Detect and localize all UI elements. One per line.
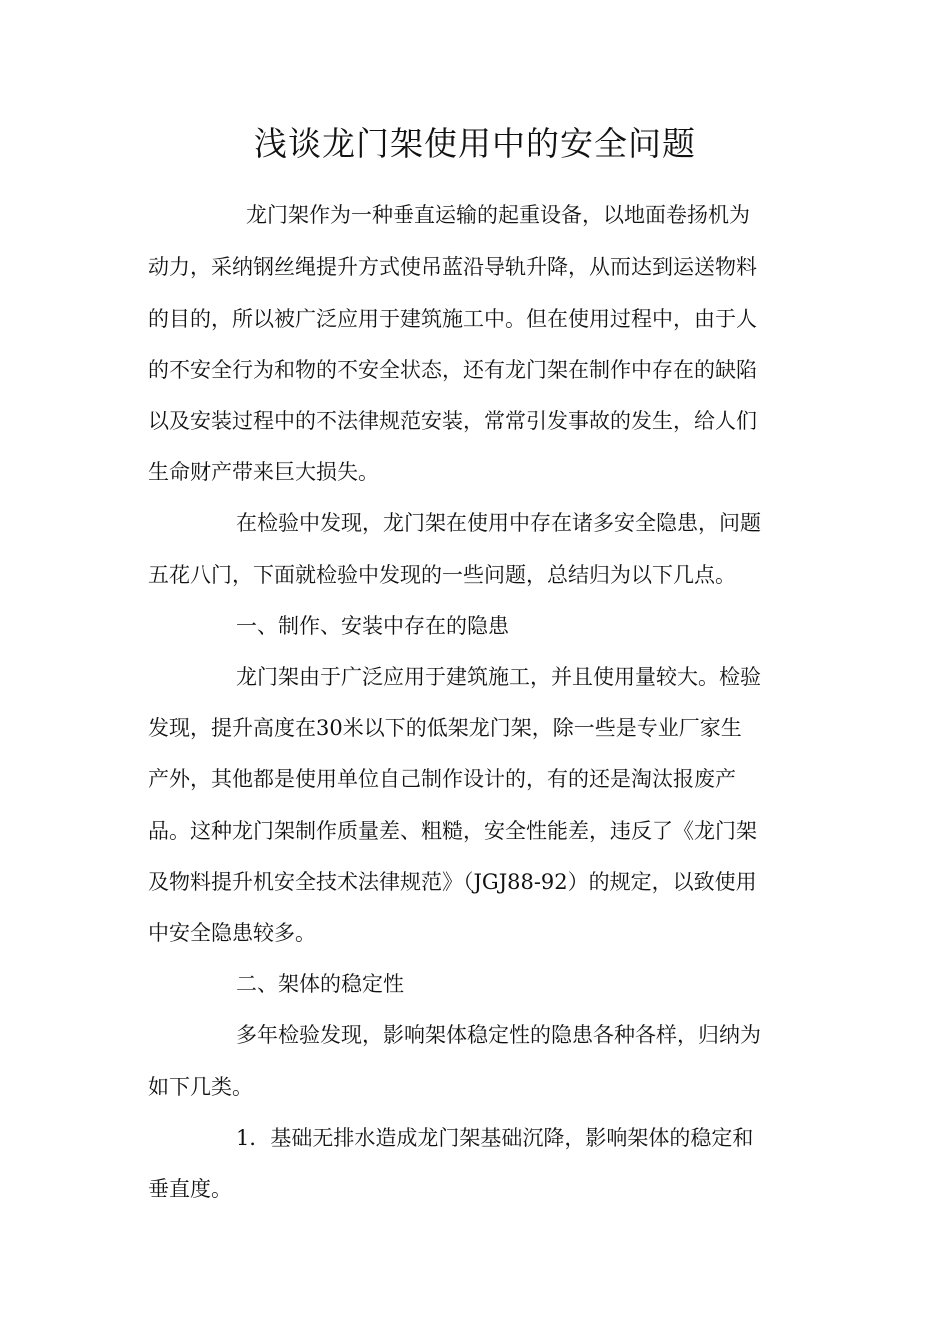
paragraph-1-line-1: 龙门架作为一种垂直运输的起重设备，以地面卷扬机为 [246, 203, 750, 227]
list-item-1-line-2: 垂直度。 [148, 1177, 232, 1201]
paragraph-1-line-4: 的不安全行为和物的不安全状态，还有龙门架在制作中存在的缺陷 [148, 358, 757, 382]
paragraph-1-line-5: 以及安装过程中的不法律规范安装，常常引发事故的发生，给人们 [148, 409, 757, 433]
paragraph-4-line-2: 如下几类。 [148, 1075, 253, 1099]
document-title: 浅谈龙门架使用中的安全问题 [254, 124, 696, 163]
paragraph-3-line-5: 及物料提升机安全技术法律规范》（JGJ88-92）的规定，以致使用 [148, 870, 757, 894]
paragraph-3-line-2: 发现，提升高度在30米以下的低架龙门架，除一些是专业厂家生 [148, 716, 742, 740]
paragraph-1-line-6: 生命财产带来巨大损失。 [148, 460, 379, 484]
section-heading-2: 二、架体的稳定性 [236, 972, 404, 996]
paragraph-2-line-1: 在检验中发现，龙门架在使用中存在诸多安全隐患，问题 [236, 511, 761, 535]
list-item-1-line-1: 1．基础无排水造成龙门架基础沉降，影响架体的稳定和 [236, 1126, 754, 1150]
paragraph-3-line-4: 品。这种龙门架制作质量差、粗糙，安全性能差，违反了《龙门架 [148, 819, 757, 843]
section-heading-1: 一、制作、安装中存在的隐患 [236, 614, 509, 638]
paragraph-3-line-1: 龙门架由于广泛应用于建筑施工，并且使用量较大。检验 [236, 665, 761, 689]
paragraph-2-line-2: 五花八门，下面就检验中发现的一些问题，总结归为以下几点。 [148, 563, 736, 587]
paragraph-3-line-3: 产外，其他都是使用单位自己制作设计的，有的还是淘汰报废产 [148, 767, 736, 791]
paragraph-1-line-3: 的目的，所以被广泛应用于建筑施工中。但在使用过程中，由于人 [148, 307, 757, 331]
paragraph-3-line-6: 中安全隐患较多。 [148, 921, 316, 945]
paragraph-1-line-2: 动力，采纳钢丝绳提升方式使吊蓝沿导轨升降，从而达到运送物料 [148, 255, 757, 279]
paragraph-4-line-1: 多年检验发现，影响架体稳定性的隐患各种各样，归纳为 [236, 1023, 761, 1047]
